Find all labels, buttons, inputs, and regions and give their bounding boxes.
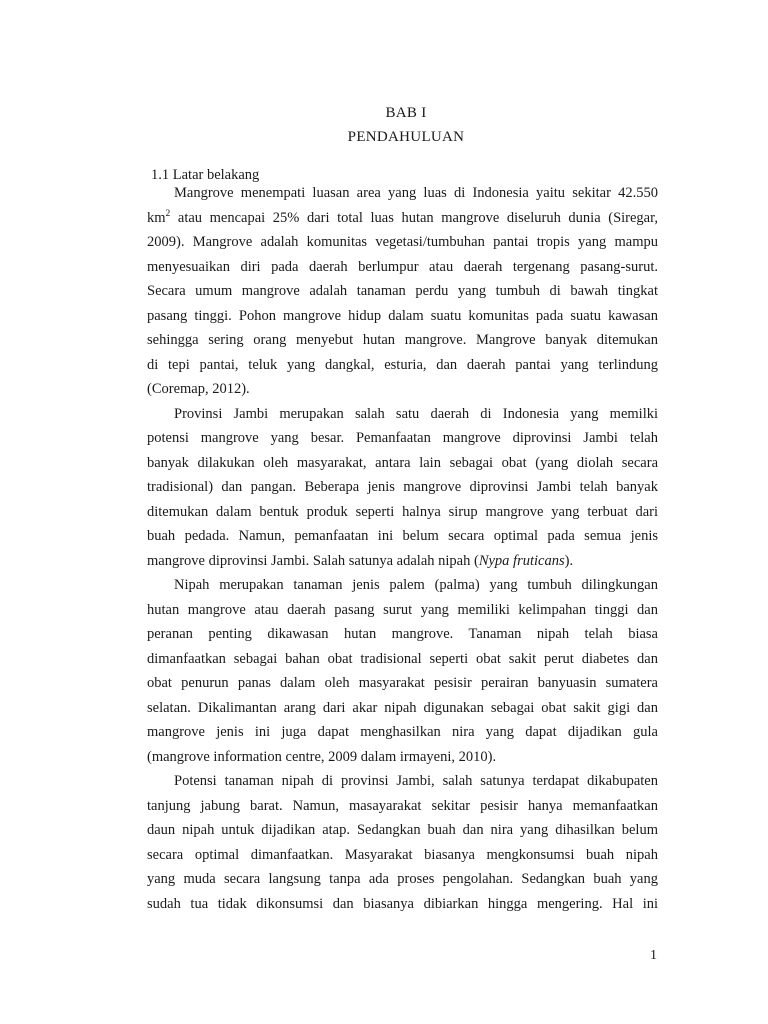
text-run: daun nipah untuk dijadikan atap. Sedangkan buah dan nira yang dihasilkan belum	[147, 822, 658, 838]
text-run: 2009). Mangrove adalah komunitas vegetasi/tumbuhan pantai tropis yang mampu	[147, 234, 658, 250]
text-line	[147, 475, 658, 500]
text-line	[147, 304, 658, 329]
text-line	[147, 500, 658, 525]
text-line	[147, 696, 658, 721]
text-line	[147, 573, 658, 598]
superscript: 2	[165, 208, 171, 219]
text-line	[147, 353, 658, 378]
text-run: sudah tua tidak dikonsumsi dan biasanya dibiarkan hingga mengering. Hal ini	[147, 895, 658, 912]
text-run: Secara umum mangrove adalah tanaman perdu yang tumbuh di bawah tingkat	[147, 283, 658, 299]
text-line	[147, 769, 658, 794]
text-line	[147, 671, 658, 696]
text-run: selatan. Dikalimantan arang dari akar nipah digunakan sebagai obat sakit gigi dan	[147, 699, 658, 716]
text-line	[147, 181, 658, 206]
text-line	[147, 794, 658, 819]
text-run: banyak dilakukan oleh masyarakat, antara lain sebagai obat (yang diolah secara	[147, 454, 658, 471]
page-number: 1	[650, 948, 657, 963]
text-line	[147, 843, 658, 868]
text-run: peranan penting dikawasan hutan mangrove. Tanaman nipah telah biasa	[147, 626, 658, 642]
text-run: yang muda secara langsung tanpa ada proses pengolahan. Sedangkan buah yang	[147, 871, 658, 887]
chapter-title: PENDAHULUAN	[347, 129, 465, 145]
text-run: Provinsi Jambi merupakan salah satu daerah di Indonesia yang memilki	[174, 405, 658, 422]
italic-term: Nypa fruticans	[478, 552, 565, 569]
text-line	[147, 402, 658, 427]
text-run: menyesuaikan diri pada daerah berlumpur atau daerah tergenang pasang-surut.	[147, 258, 658, 275]
text-run: mangrove diprovinsi Jambi. Salah satunya adalah nipah (	[147, 552, 479, 569]
text-line	[147, 720, 658, 745]
text-line	[147, 818, 658, 843]
text-run: obat penurun panas dalam oleh masyarakat pesisir perairan banyuasin sumatera	[147, 675, 658, 691]
text-run: ditemukan dalam bentuk produk seperti halnya sirup mangrove yang terbuat dari	[147, 503, 658, 520]
text-line	[147, 524, 658, 549]
text-line	[147, 549, 658, 574]
body-text	[147, 181, 658, 916]
text-line	[147, 745, 658, 770]
text-run: ).	[564, 552, 574, 569]
text-run: mangrove jenis ini juga dapat menghasilkan nira yang dapat dijadikan gula	[147, 724, 658, 740]
text-line	[147, 892, 658, 917]
text-line	[147, 206, 658, 231]
text-line	[147, 255, 658, 280]
text-line	[147, 279, 658, 304]
text-line	[147, 867, 658, 892]
text-run: km	[147, 209, 166, 226]
text-line	[147, 598, 658, 623]
text-run: tanjung jabung barat. Namun, masayarakat sekitar pesisir hanya memanfaatkan	[147, 797, 658, 814]
text-line	[147, 377, 658, 402]
text-run: atau mencapai 25% dari total luas hutan mangrove diseluruh dunia (Siregar,	[170, 209, 658, 226]
text-run: hutan mangrove atau daerah pasang surut yang memiliki kelimpahan tinggi dan	[147, 601, 658, 618]
text-run: di tepi pantai, teluk yang dangkal, esturia, dan daerah pantai yang terlindung	[147, 356, 658, 373]
text-line	[147, 426, 658, 451]
text-line	[147, 451, 658, 476]
text-run: buah pedada. Namun, pemanfaatan ini belum secara optimal pada semua jenis	[147, 528, 658, 544]
text-run: pasang tinggi. Pohon mangrove hidup dalam suatu komunitas pada suatu kawasan	[147, 307, 658, 324]
text-run: tradisional) dan pangan. Beberapa jenis mangrove diprovinsi Jambi telah banyak	[147, 479, 658, 495]
text-run: Potensi tanaman nipah di provinsi Jambi, salah satunya terdapat dikabupaten	[174, 773, 658, 789]
text-run: potensi mangrove yang besar. Pemanfaatan mangrove diprovinsi Jambi telah	[147, 430, 658, 446]
text-run: Mangrove menempati luasan area yang luas di Indonesia yaitu sekitar 42.550	[174, 185, 658, 201]
text-run: (mangrove information centre, 2009 dalam irmayeni, 2010).	[147, 748, 497, 765]
text-line	[147, 230, 658, 255]
text-line	[147, 622, 658, 647]
section-heading: 1.1 Latar belakang	[151, 167, 260, 183]
text-run: (Coremap, 2012).	[147, 381, 250, 397]
text-run: Nipah merupakan tanaman jenis palem (palma) yang tumbuh dilingkungan	[174, 577, 658, 593]
text-line	[147, 328, 658, 353]
chapter-number: BAB I	[385, 105, 427, 121]
text-line	[147, 647, 658, 672]
text-run: secara optimal dimanfaatkan. Masyarakat biasanya mengkonsumsi buah nipah	[147, 846, 658, 863]
text-run: sehingga sering orang menyebut hutan mangrove. Mangrove banyak ditemukan	[147, 332, 658, 348]
text-run: dimanfaatkan sebagai bahan obat tradisional seperti obat sakit perut diabetes dan	[147, 650, 658, 667]
